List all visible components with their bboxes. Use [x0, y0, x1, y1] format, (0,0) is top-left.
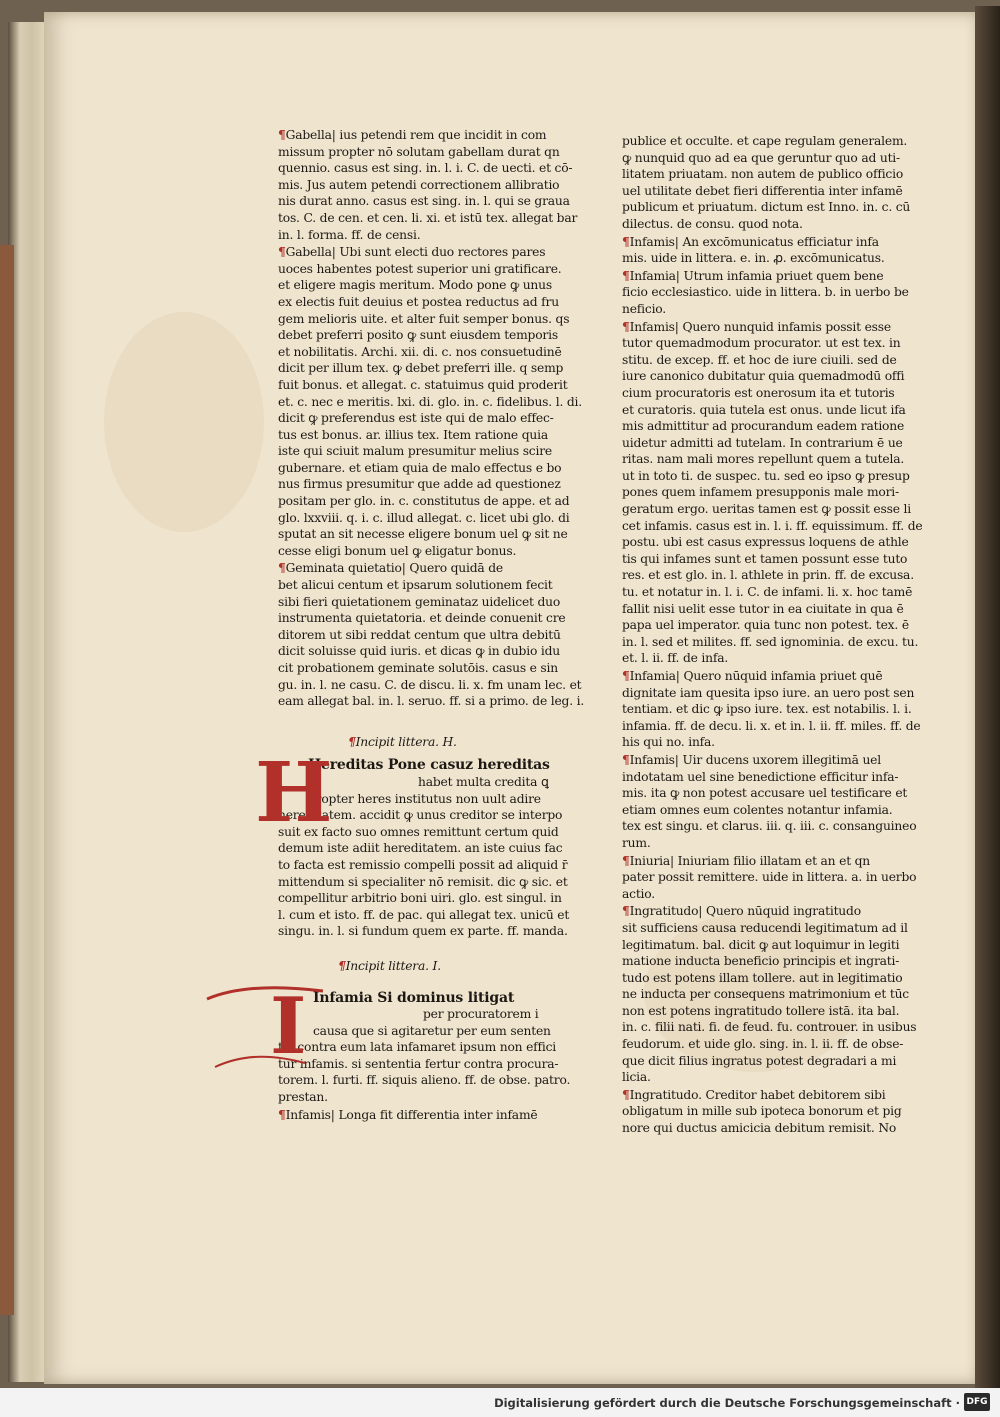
text-line: et. c. nec e meritis. lxi. di. glo. in. c. fidelibus. l. di. — [278, 394, 582, 409]
text-line: nus firmus presumitur que adde ad questionez — [278, 477, 561, 492]
text-line: to facta est remissio compelli possit ad aliquid r̄ — [278, 857, 568, 872]
text-line: dicit ꝙ preferendus est iste qui de malo effec- — [278, 411, 554, 426]
text-line: causa que si agitaretur per eum senten — [313, 1023, 551, 1038]
text-line: tur infamis. si sententia fertur contra procura- — [278, 1056, 559, 1071]
text-line — [278, 1107, 568, 1124]
paragraph-mark-icon: ¶ — [278, 127, 286, 142]
paragraph-mark-icon: ¶ — [622, 903, 630, 919]
spacer-line — [278, 941, 568, 957]
paragraph-mark-icon: ¶ — [622, 668, 630, 683]
text-line: tus est bonus. ar. illius tex. Item ratione quia — [278, 427, 548, 442]
paragraph-mark-icon: ¶ — [622, 267, 630, 283]
text-line: mittendum si specialiter nō remisit. dic ꝙ sic. et — [278, 874, 568, 889]
text-line: fallit nisi uelit esse tutor in ea ciuitate in qua ē — [622, 601, 904, 616]
text-line: missum propter nō solutam gabellam durat qn — [278, 144, 560, 159]
text-line: hereditatem. accidit ꝙ unus creditor se interpo — [278, 808, 563, 823]
paragraph-mark-icon: ¶ — [278, 244, 286, 260]
text-line: sibi fieri quietationem geminataz uidelicet duo — [278, 594, 561, 609]
text-line: stitu. de excep. ff. et hoc de iure ciuili. sed de — [622, 352, 897, 367]
text-line: matione inducta beneficio principis et ingrati- — [622, 954, 900, 969]
text-line: licia. — [622, 1070, 651, 1085]
spacer-line — [278, 711, 568, 733]
text-line: compellitur arbitrio boni uiri. glo. est singul. in — [278, 891, 562, 906]
text-line: tis qui infames sunt et tamen possunt esse tuto — [622, 551, 908, 566]
text-line: gubernare. et etiam quia de malo effectus e bo — [278, 460, 562, 475]
text-line: geratum ergo. ueritas tamen est ꝙ possit esse li — [622, 502, 911, 517]
text-line — [622, 752, 912, 769]
text-line: neficio. — [622, 301, 666, 316]
text-line: uel utilitate debet fieri differentia inter infamē — [622, 183, 903, 198]
paragraph-mark-icon: ¶ — [338, 957, 346, 973]
paragraph-mark-icon: ¶ — [622, 318, 630, 334]
text-line: postu. ubi est casus expressus loquens de athle — [622, 535, 909, 550]
text-line: cium procuratoris est onerosum ita et tutoris — [622, 385, 895, 400]
text-line: papa uel imperator. quia tunc non potest. tex. ē — [622, 618, 909, 633]
text-line: prestan. — [278, 1090, 328, 1105]
text-line — [622, 1087, 912, 1104]
text-line: tudo est potens illam tollere. aut in legitimatio — [622, 970, 903, 985]
paragraph-mark-icon: ¶ — [622, 852, 630, 868]
line-text: Ingratitudo. Creditor habet debitorem sibi — [629, 1087, 886, 1102]
text-line: torem. l. furti. ff. siquis alieno. ff. de obse. patro. — [278, 1073, 571, 1088]
binding-board — [0, 245, 14, 1315]
paragraph-mark-icon: ¶ — [348, 733, 356, 749]
line-text: Incipit littera. H. — [355, 734, 457, 749]
text-line: dignitate iam quesita ipso iure. an uero post sen — [622, 685, 915, 700]
text-line: obligatum in mille sub ipoteca bonorum et pig — [622, 1104, 902, 1119]
text-line: cit probationem geminate solutōis. casus e sin — [278, 661, 558, 675]
text-line: his qui no. infa. — [622, 735, 715, 750]
text-line: publicum et priuatum. dictum est Inno. in. c. cū — [622, 200, 911, 215]
paragraph-mark-icon: ¶ — [622, 751, 630, 767]
text-line: Infamia Si dominus litigat — [313, 989, 515, 1006]
text-line: litatem priuatam. non autem de publico officio — [622, 167, 904, 182]
text-line: actio. — [622, 886, 655, 901]
line-text: Infamia| Utrum infamia priuet quem bene — [629, 268, 884, 283]
text-line: legitimatum. bal. dicit ꝙ aut loquimur in legiti — [622, 937, 900, 952]
text-line: in. l. sed et milites. ff. sed ignominia. de excu. tu. — [622, 634, 919, 649]
text-line: nis durat anno. casus est sing. in. l. qui se graua — [278, 194, 570, 209]
text-line — [278, 127, 568, 144]
line-text: Geminata quietatio| Quero quidā de — [285, 561, 504, 576]
text-line — [622, 903, 912, 920]
text-line: pater possit remittere. uide in littera. a. in uerbo — [622, 870, 917, 885]
text-line: Hereditas Pone casuz hereditas — [308, 757, 550, 774]
text-line: tutor quemadmodum procurator. ut est tex. in — [622, 336, 901, 351]
text-line: demum iste adiit hereditatem. an iste cuius fac — [278, 841, 563, 856]
text-line: dicit per illum tex. ꝙ debet preferri ille. q semp — [278, 361, 564, 376]
text-line: tia contra eum lata infamaret ipsum non effici — [278, 1040, 557, 1055]
section-heading — [278, 958, 568, 975]
text-line: tu. et notatur in. l. i. C. de infami. li. x. hoc tamē — [622, 585, 913, 600]
text-line: et. l. ii. ff. de infa. — [622, 651, 729, 666]
dfg-logo: DFG — [964, 1393, 990, 1411]
line-text: Infamia| Quero nūquid infamia priuet quē — [629, 669, 883, 683]
text-line: infamia. ff. de decu. li. x. et in. l. ii. ff. miles. ff. de — [622, 718, 921, 733]
text-line: positam per glo. in. c. constitutus de appe. et ad — [278, 494, 570, 509]
text-line: singu. in. l. si fundum quem ex parte. ff. manda. — [278, 924, 568, 939]
text-line: etiam omnes eum colentes notantur infamia. — [622, 802, 893, 817]
text-line — [278, 244, 568, 261]
text-line: sit sufficiens causa reducendi legitimatum ad il — [622, 920, 908, 935]
text-line: ditorem ut sibi reddat centum que ultra debitū — [278, 627, 561, 642]
text-line: mis. uide in littera. e. in. ꝓ. excōmunicatus. — [622, 251, 885, 266]
text-line: iure canonico dubitatur quia quemadmodū offi — [622, 369, 905, 384]
line-text: Ingratitudo| Quero nūquid ingratitudo — [629, 904, 861, 919]
text-line: ritas. nam mali mores repellunt quem a tutela. — [622, 452, 905, 467]
text-line: propter heres institutus non uult adire — [308, 791, 541, 806]
text-line: suit ex facto suo omnes remittunt certum quid — [278, 824, 559, 839]
text-line — [622, 853, 912, 870]
text-line — [622, 319, 912, 336]
text-line: nore qui ductus amicicia debitum remisit. No — [622, 1121, 897, 1136]
text-line: cesse eligi bonum uel ꝙ eligatur bonus. — [278, 543, 517, 558]
text-line: sputat an sit necesse eligere bonum uel ꝙ sit ne — [278, 527, 568, 542]
text-line: res. et est glo. in. l. athlete in prin. ff. de excusa. — [622, 568, 914, 583]
text-line: gem melioris uite. et alter fuit semper bonus. qs — [278, 311, 570, 326]
left-text-column — [278, 127, 585, 1124]
text-line: l. cum et isto. ff. de pac. qui allegat tex. unicū et — [278, 907, 570, 922]
initial-h: H — [255, 745, 333, 841]
text-line — [622, 268, 912, 285]
line-text: Infamis| Quero nunquid infamis possit esse — [629, 319, 891, 334]
page-right-edge — [975, 6, 1000, 1391]
text-line: ne inducta per consequens matrimonium et tūc — [622, 987, 909, 1002]
footer-credit: Digitalisierung gefördert durch die Deutsche Forschungsgemeinschaft · — [494, 1396, 960, 1410]
paragraph-mark-icon: ¶ — [622, 1086, 630, 1102]
text-line — [278, 560, 568, 577]
text-line: et curatoris. quia tutela est onus. unde licut ifa — [622, 402, 906, 417]
text-line: et eligere magis meritum. Modo pone ꝙ unus — [278, 278, 552, 293]
text-line: in. c. filii nati. fi. de feud. fu. controuer. in usibus — [622, 1020, 917, 1035]
text-line: habet multa credita ꝗ — [418, 774, 549, 789]
text-line: fuit bonus. et allegat. c. statuimus quid proderit — [278, 377, 568, 392]
text-line: instrumenta quietatoria. et deinde conuenit cre — [278, 611, 566, 626]
text-line: quennio. casus est sing. in. l. i. C. de uecti. et cō- — [278, 161, 573, 176]
line-text: Infamis| An excōmunicatus efficiatur infa — [629, 234, 879, 249]
paragraph-mark-icon: ¶ — [278, 1106, 286, 1122]
line-text: Infamis| Uir ducens uxorem illegitimā uel — [629, 752, 881, 767]
text-line: tex est singu. et clarus. iii. q. iii. c. consanguineo — [622, 819, 917, 834]
text-line: mis admittitur ad procurandum eadem ratione — [622, 419, 905, 434]
text-line: ut in toto ti. de suspec. tu. sed eo ipso ꝙ presup — [622, 468, 910, 483]
text-line — [622, 668, 912, 685]
text-line: glo. lxxviii. q. i. c. illud allegat. c. licet ubi glo. di — [278, 510, 570, 525]
text-line: dilectus. de consu. quod nota. — [622, 216, 803, 231]
text-line: dicit soluisse quid iuris. et dicas ꝙ in dubio idu — [278, 644, 560, 659]
text-line: rum. — [622, 835, 651, 850]
paper-stain — [104, 312, 264, 532]
text-line: que dicit filius ingratus potest degradari a mi — [622, 1053, 897, 1068]
text-line: tos. C. de cen. et cen. li. xi. et istū tex. allegat bar — [278, 210, 578, 225]
initial-i: I — [270, 981, 307, 1072]
text-line: ficio ecclesiastico. uide in littera. b. in uerbo be — [622, 285, 909, 300]
text-line: debet preferri posito ꝙ sunt eiusdem temporis — [278, 328, 558, 343]
paragraph-mark-icon: ¶ — [278, 560, 286, 576]
line-text: Iniuria| Iniuriam filio illatam et an et qn — [629, 853, 871, 868]
text-line: uidetur admitti ad tutelam. In contrarium ē ue — [622, 435, 903, 450]
text-line: eam allegat bal. in. l. seruo. ff. si a primo. de leg. i. — [278, 694, 585, 709]
text-line: feudorum. et uide glo. sing. in. l. ii. ff. de obse- — [622, 1037, 904, 1052]
paragraph-mark-icon: ¶ — [622, 233, 630, 249]
text-line: in. l. forma. ff. de censi. — [278, 227, 421, 242]
text-line: mis. ita ꝙ non potest accusare uel testificare et — [622, 786, 908, 801]
text-line: bet alicui centum et ipsarum solutionem fecit — [278, 578, 553, 593]
text-line: ex electis fuit deuius et postea reductus ad fru — [278, 294, 559, 309]
text-line: iste qui sciuit malum presumitur melius scire — [278, 444, 552, 459]
text-line: uoces habentes potest superior uni gratificare. — [278, 261, 562, 276]
line-text: Gabella| Ubi sunt electi duo rectores pares — [285, 245, 546, 260]
text-line: non est potens ingratitudo tollere istā. ita bal. — [622, 1003, 900, 1018]
initial-i-flourish — [205, 983, 325, 1071]
text-line: cet infamis. casus est in. l. i. ff. equissimum. ff. de — [622, 518, 923, 533]
text-line: pones quem infamem presupponis male mori- — [622, 485, 899, 500]
right-text-column — [622, 134, 923, 1138]
text-line: tentiam. et dic ꝙ ipso iure. tex. est notabilis. l. i. — [622, 702, 912, 717]
text-line: indotatam uel sine benedictione efficitur infa- — [622, 769, 899, 784]
line-text: Gabella| ius petendi rem que incidit in com — [285, 128, 547, 142]
line-text: Infamis| Longa fit differentia inter infamē — [285, 1107, 538, 1122]
text-line: publice et occulte. et cape regulam generalem. — [622, 134, 908, 148]
text-line: gu. in. l. ne casu. C. de discu. li. x. fm unam lec. et — [278, 677, 582, 692]
text-line: mis. Jus autem petendi correctionem allibratio — [278, 177, 560, 192]
line-text: Incipit littera. I. — [345, 958, 441, 973]
page-edges — [8, 22, 48, 1382]
text-line: ꝙ nunquid quo ad ea que geruntur quo ad uti- — [622, 150, 900, 165]
text-line — [622, 234, 912, 251]
text-line: per procuratorem i — [423, 1007, 539, 1022]
text-line: et nobilitatis. Archi. xii. di. c. nos consuetudinē — [278, 344, 562, 359]
